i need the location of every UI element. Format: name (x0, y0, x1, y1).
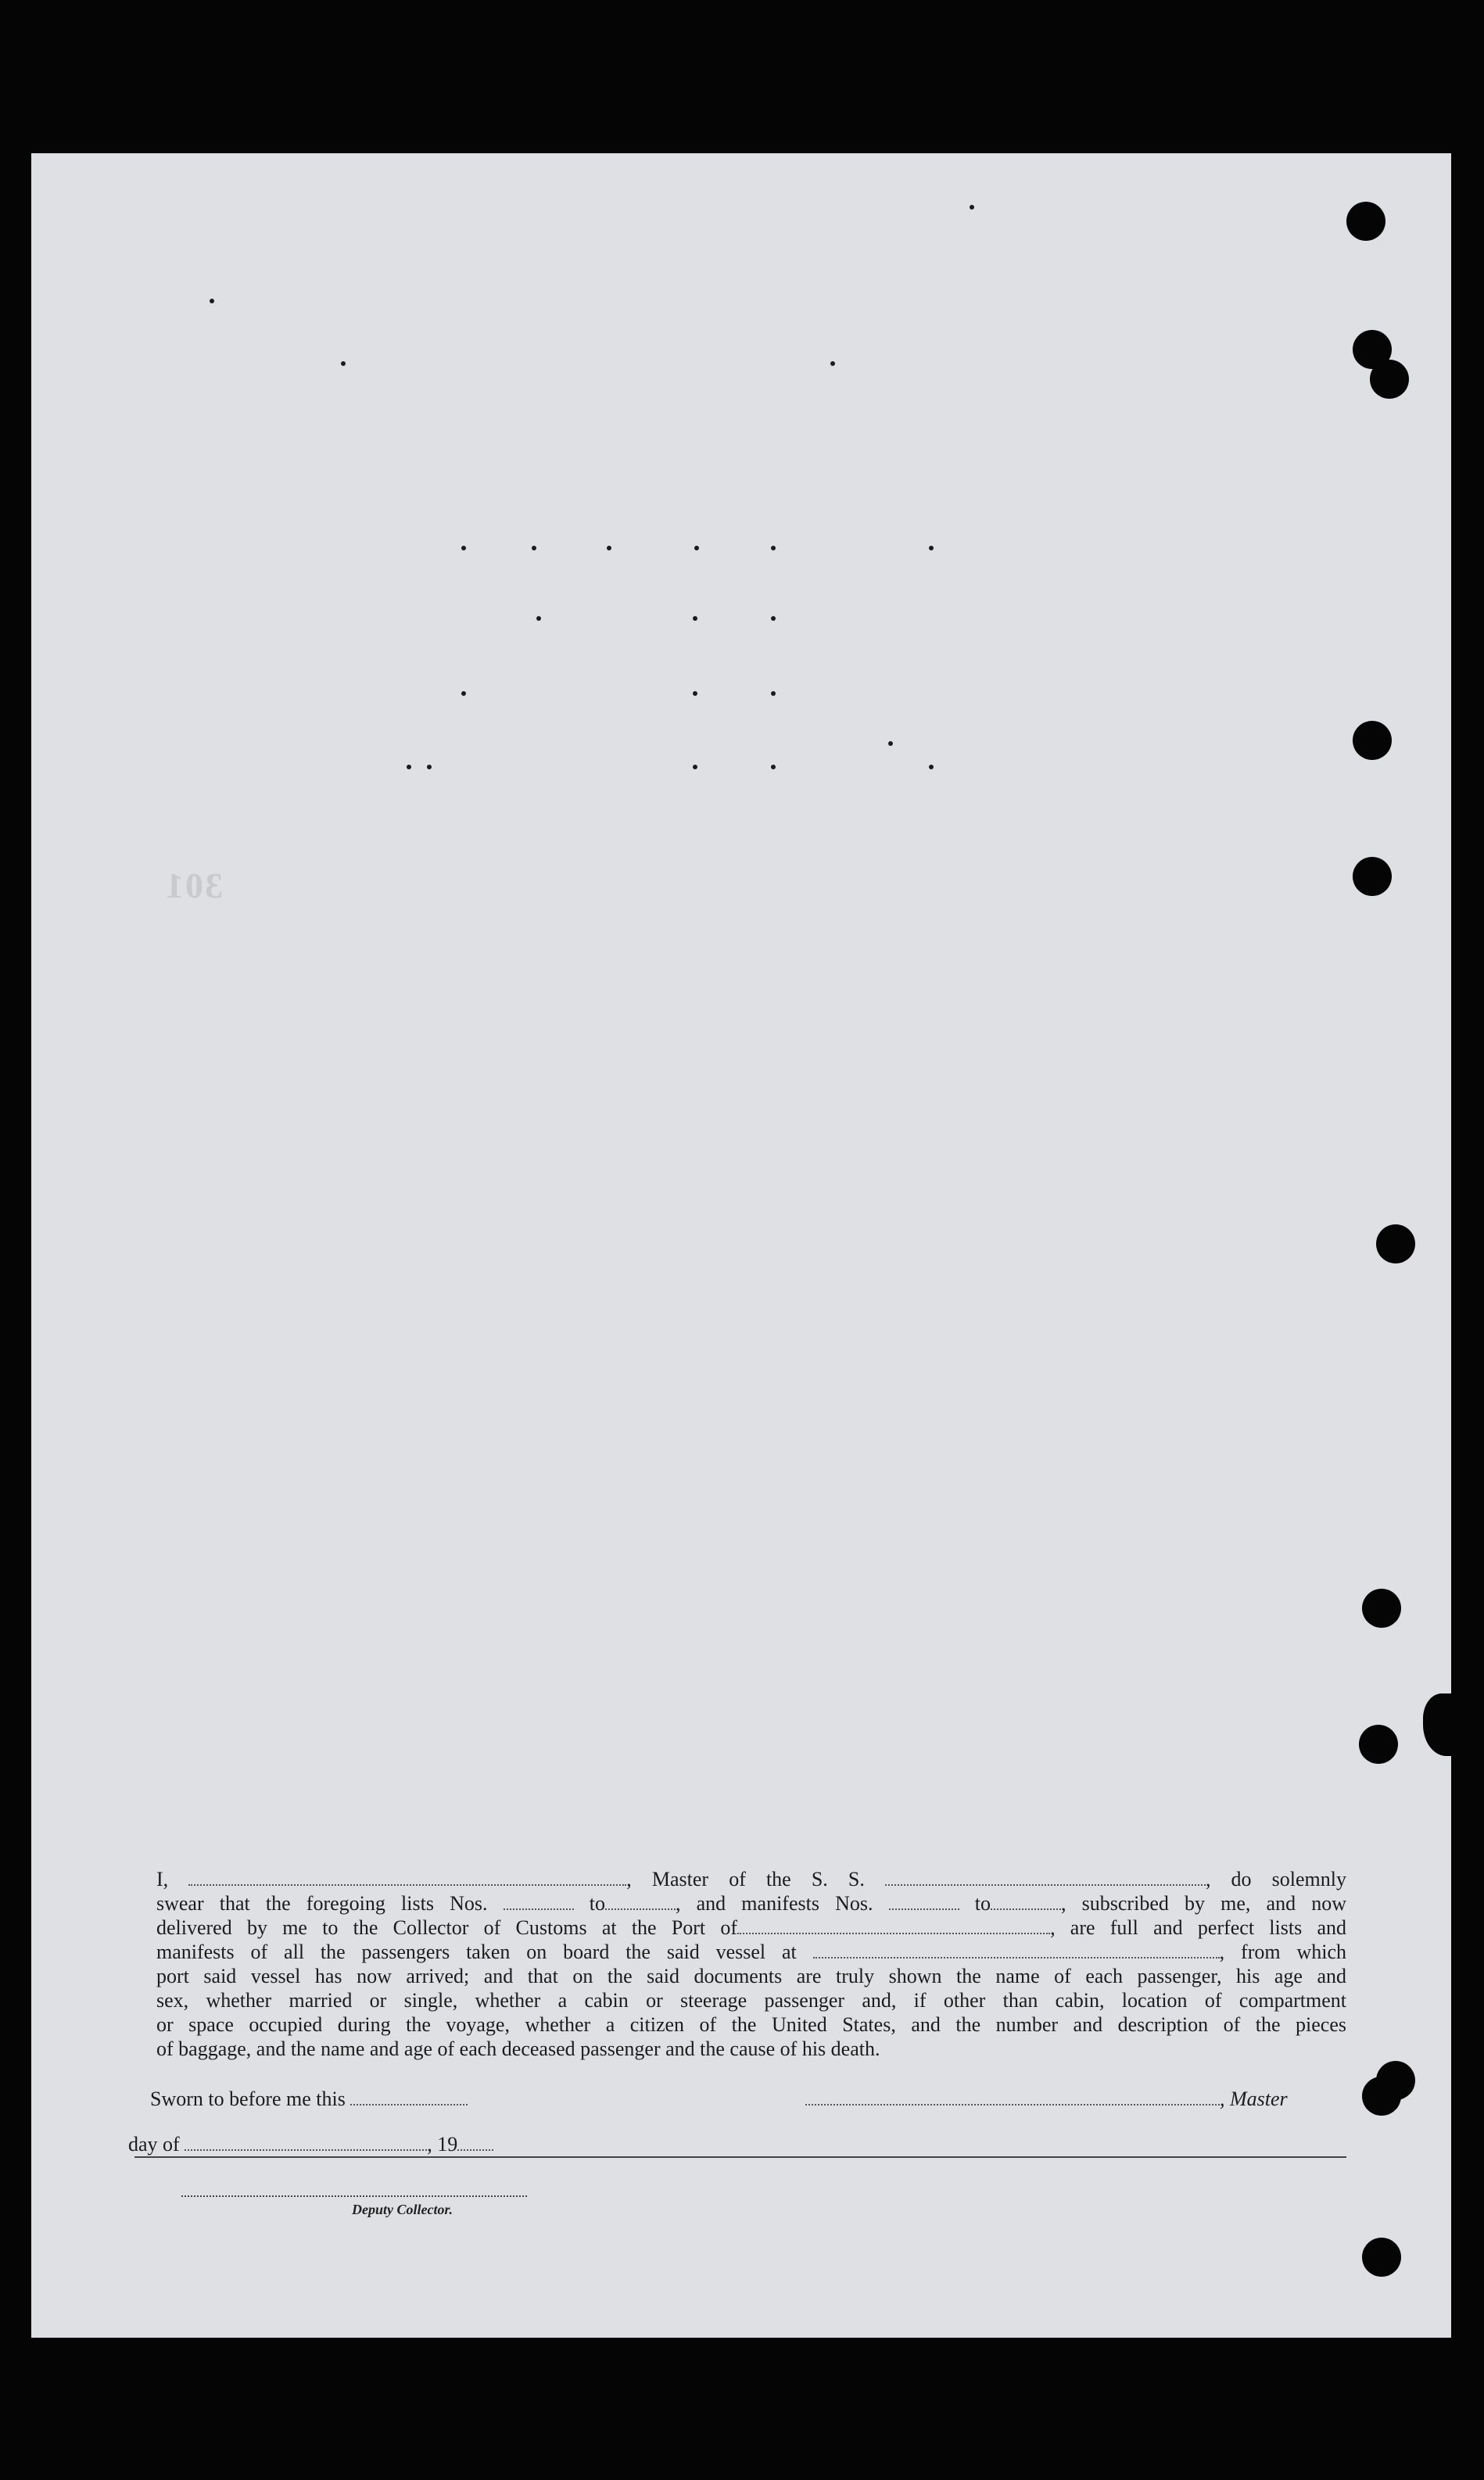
oath-text: to (589, 1892, 605, 1915)
speck (461, 691, 466, 696)
sworn-date-blank (350, 2090, 468, 2105)
speck (970, 205, 974, 210)
oath-text: manifests of all the passengers taken on board the said vessel at (156, 1941, 797, 1963)
speck (929, 546, 934, 550)
speck (693, 765, 697, 769)
punch-hole (1362, 2238, 1401, 2277)
speck (771, 616, 776, 621)
master-label: , Master (1220, 2088, 1288, 2110)
speck (771, 546, 776, 550)
speck (461, 546, 466, 550)
sworn-line (150, 2088, 468, 2111)
oath-text: , from which (1219, 1941, 1347, 1963)
torn-edge (1423, 1693, 1470, 1756)
port-blank (737, 1919, 1050, 1934)
manifest-no-from-blank (889, 1894, 959, 1910)
oath-line-7: or space occupied during the voyage, whether a citizen of the United States, and the number and description of the pieces (156, 2013, 1346, 2036)
punch-hole (1353, 721, 1392, 760)
speck (427, 765, 432, 769)
speck (888, 741, 893, 746)
speck (407, 765, 411, 769)
punch-hole (1362, 1589, 1401, 1628)
bleed-through-number: 301 (164, 865, 223, 905)
speck (607, 546, 611, 550)
day-of-label: day of (128, 2133, 180, 2156)
list-no-from-blank (504, 1894, 574, 1910)
oath-text: delivered by me to the Collector of Customs at the Port of (156, 1916, 738, 1939)
document-page (31, 153, 1451, 2338)
oath-text: , and manifests Nos. (675, 1892, 873, 1915)
oath-text: , do solemnly (1205, 1868, 1346, 1890)
speck (771, 691, 776, 696)
oath-line-5: port said vessel has now arrived; and that on the said documents are truly shown the name of each passenger, his age and (156, 1965, 1346, 1987)
speck (929, 765, 934, 769)
speck (771, 765, 776, 769)
oath-text: to (974, 1892, 991, 1915)
year-blank (457, 2135, 493, 2151)
speck (536, 616, 541, 621)
deputy-signature-rule (181, 2195, 527, 2197)
oath-text: , are full and perfect lists and (1050, 1916, 1346, 1939)
oath-line-4 (156, 1940, 1346, 1964)
speck (693, 616, 697, 621)
ship-name-blank (885, 1870, 1206, 1886)
month-blank (185, 2135, 427, 2151)
speck (341, 361, 346, 366)
manifest-no-to-blank (991, 1894, 1061, 1910)
full-width-rule (134, 2156, 1346, 2158)
oath-line-3 (156, 1916, 1346, 1940)
speck (694, 546, 699, 550)
year-label: , 19 (427, 2133, 458, 2156)
oath-line-6: sex, whether married or single, whether a cabin or steerage passenger and, if other than cabin, location of compartment (156, 1989, 1346, 2012)
master-signature-line (805, 2088, 1288, 2111)
oath-line-8: of baggage, and the name and age of each deceased passenger and the cause of his death. (156, 2037, 880, 2060)
speck (532, 546, 536, 550)
punch-hole (1370, 360, 1409, 399)
punch-hole (1376, 1224, 1415, 1263)
oath-line-2 (156, 1891, 1346, 1916)
speck (693, 691, 697, 696)
oath-text: swear that the foregoing lists Nos. (156, 1892, 488, 1915)
punch-hole (1353, 857, 1392, 896)
punch-hole (1346, 202, 1385, 241)
speck (830, 361, 835, 366)
oath-line-1 (156, 1867, 1346, 1891)
speck (210, 299, 214, 303)
punch-hole (1376, 2061, 1415, 2100)
punch-hole (1359, 1725, 1398, 1764)
master-signature-blank (805, 2090, 1220, 2105)
day-of-line (128, 2133, 493, 2156)
list-no-to-blank (605, 1894, 676, 1910)
sworn-label: Sworn to before me this (150, 2088, 346, 2110)
master-name-blank (188, 1870, 626, 1886)
embarkation-blank (813, 1943, 1220, 1959)
oath-text: , Master of the S. S. (626, 1868, 865, 1890)
oath-text: I, (156, 1868, 169, 1890)
deputy-collector-label: Deputy Collector. (352, 2202, 453, 2217)
oath-text: , subscribed by me, and now (1061, 1892, 1346, 1915)
oath-paragraph (156, 1867, 1346, 2061)
